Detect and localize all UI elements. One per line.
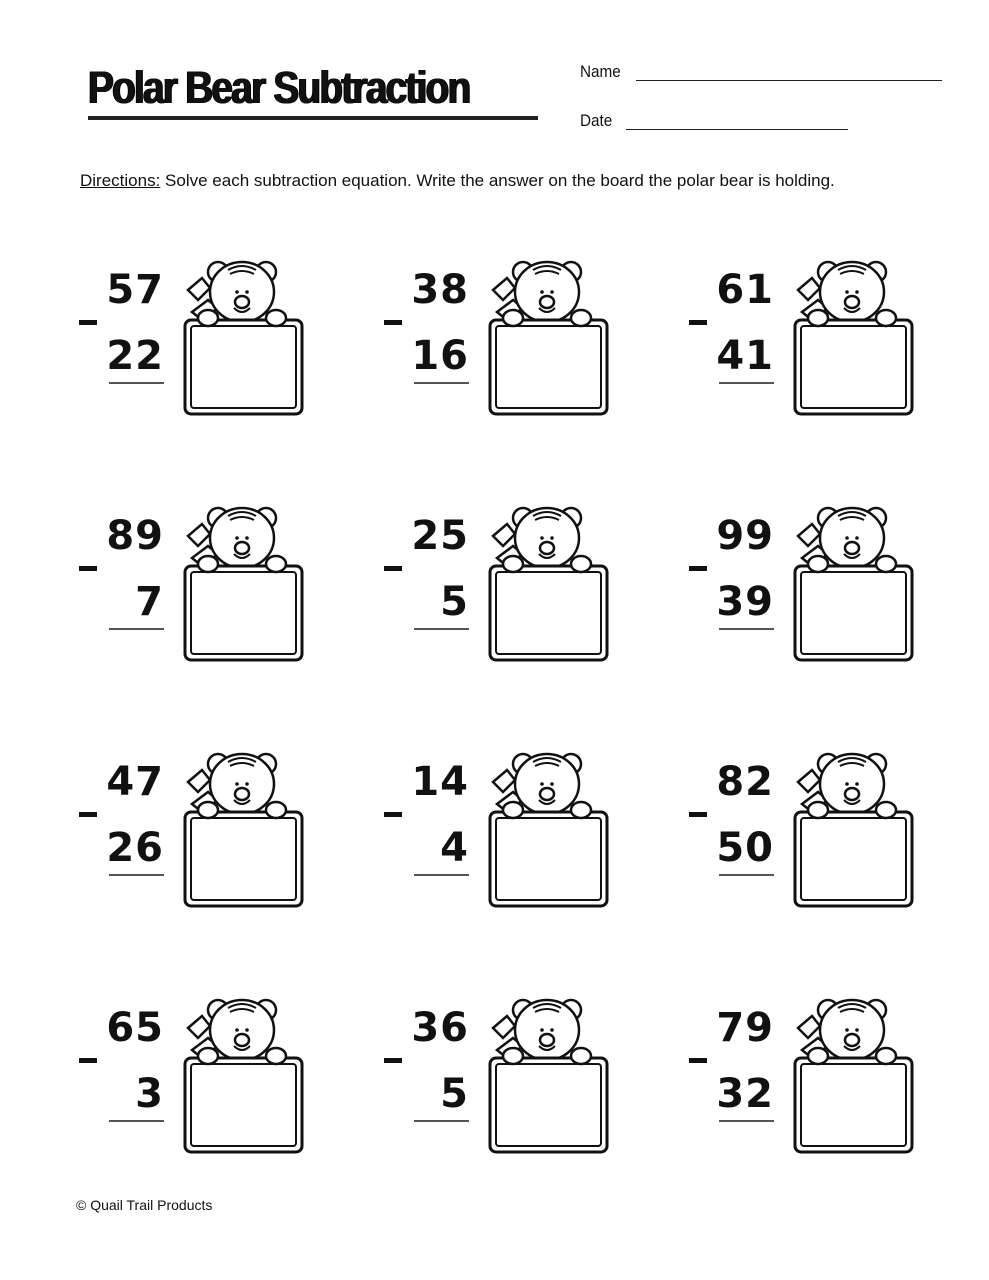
directions-text: Solve each subtraction equation. Write the answer on the board the polar bear is holding.	[160, 171, 835, 190]
minus-sign	[384, 812, 402, 817]
minus-sign	[384, 566, 402, 571]
name-field[interactable]	[636, 80, 942, 81]
problem-4	[72, 498, 312, 668]
answer-underline	[109, 628, 164, 630]
polar-bear-board-icon	[477, 252, 617, 422]
name-label: Name	[580, 62, 621, 81]
problem-6	[682, 498, 922, 668]
answer-board[interactable]	[172, 744, 312, 919]
polar-bear-board-icon	[172, 252, 312, 422]
answer-underline	[414, 874, 469, 876]
answer-underline	[414, 382, 469, 384]
subtrahend: 39	[716, 579, 774, 625]
answer-board[interactable]	[477, 252, 617, 427]
minuend: 38	[411, 267, 469, 313]
polar-bear-board-icon	[782, 252, 922, 422]
answer-underline	[719, 874, 774, 876]
problem-3	[682, 252, 922, 422]
subtrahend: 50	[716, 825, 774, 871]
subtrahend: 32	[716, 1071, 774, 1117]
answer-board[interactable]	[782, 498, 922, 673]
subtrahend: 22	[106, 333, 164, 379]
answer-underline	[719, 628, 774, 630]
minus-sign	[384, 1058, 402, 1063]
page-title: Polar Bear Subtraction	[88, 62, 470, 113]
subtrahend: 26	[106, 825, 164, 871]
problem-11	[377, 990, 617, 1160]
polar-bear-board-icon	[477, 498, 617, 668]
minus-sign	[689, 812, 707, 817]
polar-bear-board-icon	[172, 744, 312, 914]
minus-sign	[689, 320, 707, 325]
directions-label: Directions:	[80, 171, 161, 190]
problem-5	[377, 498, 617, 668]
subtrahend: 4	[440, 825, 469, 871]
minuend: 99	[716, 513, 774, 559]
answer-board[interactable]	[477, 498, 617, 673]
answer-board[interactable]	[172, 498, 312, 673]
polar-bear-board-icon	[477, 744, 617, 914]
minuend: 89	[106, 513, 164, 559]
answer-board[interactable]	[172, 990, 312, 1165]
answer-board[interactable]	[782, 744, 922, 919]
answer-board[interactable]	[782, 990, 922, 1165]
subtrahend: 5	[440, 579, 469, 625]
answer-underline	[719, 382, 774, 384]
minuend: 14	[411, 759, 469, 805]
answer-underline	[414, 1120, 469, 1122]
copyright-footer: © Quail Trail Products	[76, 1197, 213, 1213]
problem-9	[682, 744, 922, 914]
date-field[interactable]	[626, 129, 848, 130]
subtrahend: 41	[716, 333, 774, 379]
polar-bear-board-icon	[782, 498, 922, 668]
problem-10	[72, 990, 312, 1160]
subtrahend: 16	[411, 333, 469, 379]
minus-sign	[689, 1058, 707, 1063]
minus-sign	[384, 320, 402, 325]
answer-board[interactable]	[477, 990, 617, 1165]
minuend: 36	[411, 1005, 469, 1051]
minuend: 47	[106, 759, 164, 805]
date-label: Date	[580, 111, 613, 130]
answer-underline	[719, 1120, 774, 1122]
minus-sign	[689, 566, 707, 571]
minuend: 61	[716, 267, 774, 313]
answer-board[interactable]	[782, 252, 922, 427]
subtrahend: 7	[135, 579, 164, 625]
directions	[80, 170, 900, 192]
problem-7	[72, 744, 312, 914]
minuend: 82	[716, 759, 774, 805]
polar-bear-board-icon	[172, 990, 312, 1160]
minuend: 57	[106, 267, 164, 313]
answer-underline	[414, 628, 469, 630]
polar-bear-board-icon	[172, 498, 312, 668]
minuend: 65	[106, 1005, 164, 1051]
minus-sign	[79, 1058, 97, 1063]
answer-underline	[109, 874, 164, 876]
polar-bear-board-icon	[782, 990, 922, 1160]
problem-1	[72, 252, 312, 422]
polar-bear-board-icon	[477, 990, 617, 1160]
subtrahend: 5	[440, 1071, 469, 1117]
problem-12	[682, 990, 922, 1160]
minus-sign	[79, 812, 97, 817]
problem-8	[377, 744, 617, 914]
answer-underline	[109, 382, 164, 384]
answer-board[interactable]	[172, 252, 312, 427]
minuend: 25	[411, 513, 469, 559]
problem-2	[377, 252, 617, 422]
minuend: 79	[716, 1005, 774, 1051]
subtrahend: 3	[135, 1071, 164, 1117]
polar-bear-board-icon	[782, 744, 922, 914]
answer-underline	[109, 1120, 164, 1122]
minus-sign	[79, 320, 97, 325]
answer-board[interactable]	[477, 744, 617, 919]
title-underline	[88, 116, 538, 120]
minus-sign	[79, 566, 97, 571]
